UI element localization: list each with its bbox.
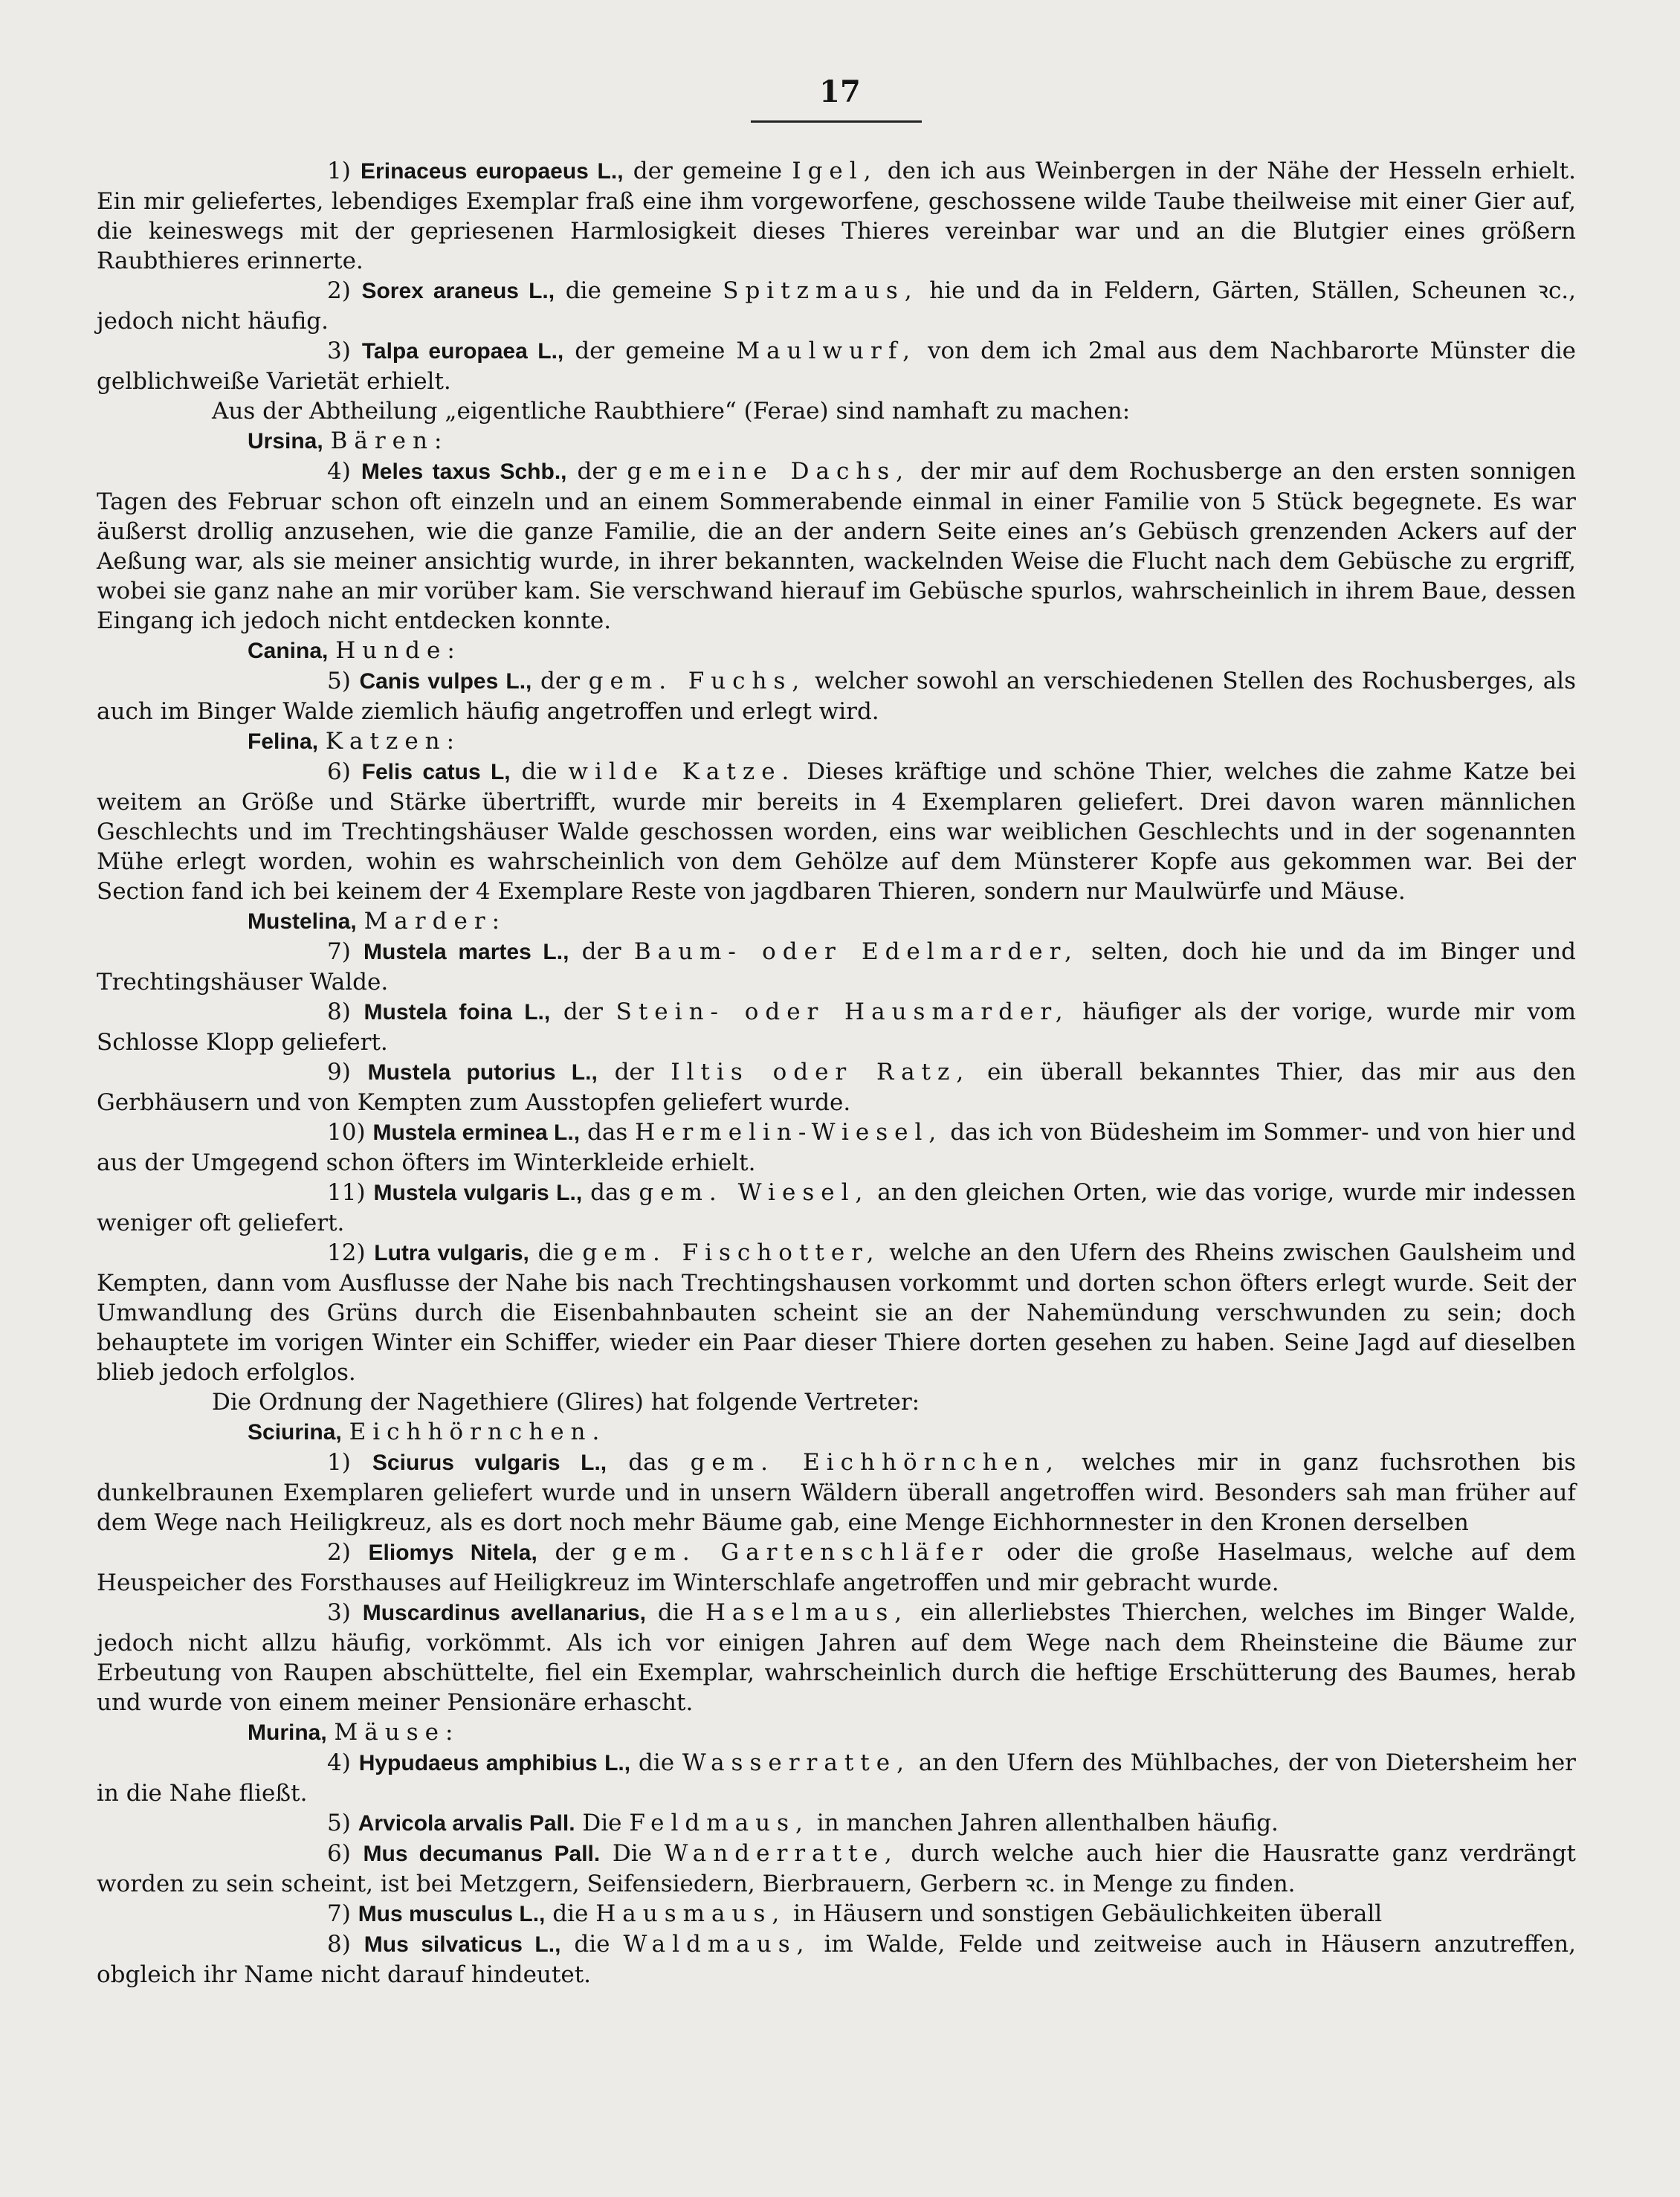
entry-text: die	[645, 1599, 705, 1626]
common-name: Baum- oder Edelmarder,	[633, 938, 1079, 965]
entry-number: 9)	[327, 1059, 351, 1085]
entry-text: das	[582, 1179, 639, 1206]
scientific-name: Talpa europaea L.,	[361, 339, 564, 364]
entry-text: der mir auf dem Rochusberge an den ersten sonnigen Tagen des Februar schon oft einzeln und an einem Sommerabende einmal in einer Familie von 5 Stück begegnete. Es war äußerst drollig anzusehen, wie die ganze Familie, die an der andern Seite eines an’s Gebüsch grenzenden Ackers auf der Aeßung war, als sie meiner ansichtig wurde, in ihrer bekannten, wackelnden Weise die Flucht nach dem Gebüsche zu ergriff, wobei sie ganz nahe an mir vorüber kam. Sie verschwand hierauf im Gebüsche spurlos, wahrscheinlich in ihrem Baue, dessen Eingang ich jedoch nicht entdecken konnte.	[97, 458, 1577, 634]
group-name: Murina,	[248, 1720, 327, 1745]
entry-text: das ich von Büdesheim im Sommer- und von hier und aus der Umgegend schon öfters im Winterkleide erhielt.	[97, 1119, 1576, 1176]
entry-text: der	[537, 1539, 613, 1566]
species-entry	[97, 1899, 1576, 1929]
group-common-name: Marder:	[364, 908, 507, 935]
species-entry	[97, 1598, 1576, 1717]
group-common-name: Bären:	[330, 428, 449, 454]
species-entry	[97, 757, 1576, 906]
common-name: Stein- oder Hausmarder,	[616, 999, 1070, 1025]
common-name: Igel,	[792, 158, 878, 184]
entry-text: der	[566, 458, 627, 485]
species-entry	[97, 1839, 1576, 1899]
common-name: Feldmaus,	[629, 1810, 810, 1836]
entry-number: 10)	[327, 1119, 366, 1146]
scientific-name: Meles taxus Schb.,	[361, 459, 567, 484]
header-rule	[751, 120, 922, 123]
entry-number: 11)	[327, 1179, 366, 1206]
entry-text: ein überall bekanntes Thier, das mir aus den Gerbhäusern und von Kempten zum Ausstopfen geliefert wurde.	[97, 1059, 1577, 1116]
entry-text: im Walde, Felde und zeitweise auch in Häusern anzutreffen, obgleich ihr Name nicht darauf hindeutet.	[97, 1931, 1576, 1988]
species-entry	[97, 1929, 1576, 1990]
species-entry	[97, 1748, 1576, 1808]
entry-text: welche an den Ufern des Rheins zwischen Gaulsheim und Kempten, dann vom Ausflusse der Nahe bis nach Trechtingshausen vorkommt und dorten schon öfters erlegt wurde. Seit der Umwandlung des Grüns durch die Eisenbahnbauten scheint sie an der Nahemündung verschwunden zu sein; doch behauptete im vorigen Winter ein Schiffer, wieder ein Paar dieser Thiere dorten gesehen zu haben. Seine Jagd auf dieselben blieb jedoch erfolglos.	[97, 1239, 1577, 1386]
species-entry	[97, 1538, 1576, 1598]
entry-text: Dieses kräftige und schöne Thier, welches die zahme Katze bei weitem an Größe und Stärke übertrifft, wurde mir bereits in 4 Exemplaren geliefert. Drei davon waren männlichen Geschlechts und im Trechtingshäuser Walde geschossen worden, eins war weiblichen Geschlechts und in der sogenannten Mühe erlegt worden, wohin es wahrscheinlich von dem Gehölze auf dem Münsterer Kopfe aus gekommen war. Bei der Section fand ich bei keinem der 4 Exemplare Reste von jagdbaren Thieren, sondern nur Maulwürfe und Mäuse.	[97, 758, 1577, 905]
common-name: Waldmaus,	[623, 1931, 811, 1958]
scientific-name: Eliomys Nitela,	[368, 1541, 537, 1565]
common-name: Iltis oder Ratz,	[671, 1059, 971, 1085]
scientific-name: Erinaceus europaeus L.,	[361, 159, 624, 184]
species-entry	[97, 666, 1576, 726]
common-name: Wasserratte,	[682, 1749, 911, 1776]
entry-text: der	[550, 999, 616, 1025]
common-name: Spitzmaus,	[723, 277, 919, 304]
group-name: Ursina,	[248, 429, 323, 454]
group-heading	[97, 1717, 1576, 1748]
group-common-name: Eichhörnchen.	[349, 1419, 607, 1445]
scientific-name: Mustela erminea L.,	[372, 1120, 581, 1145]
paragraph-text: Aus der Abtheilung „eigentliche Raubthiere“ (Ferae) sind namhaft zu machen:	[212, 398, 1131, 425]
scientific-name: Arvicola arvalis Pall.	[358, 1811, 575, 1836]
scientific-name: Sorex araneus L.,	[361, 279, 555, 303]
entry-text: an den Ufern des Mühlbaches, der von Dietersheim her in die Nahe fließt.	[97, 1749, 1577, 1807]
entry-number: 12)	[327, 1239, 366, 1266]
entry-text: der	[532, 668, 589, 694]
common-name: Hermelin-Wiesel,	[635, 1119, 943, 1146]
entry-text: der gemeine	[563, 338, 737, 364]
entry-number: 6)	[327, 758, 351, 785]
section-intro	[97, 396, 1576, 426]
group-heading	[97, 636, 1576, 666]
group-heading	[97, 426, 1576, 457]
scientific-name: Mus decumanus Pall.	[363, 1842, 601, 1866]
entry-text: hie und da in Feldern, Gärten, Ställen, Scheunen ꝛc., jedoch nicht häufig.	[97, 277, 1577, 335]
group-heading	[97, 1417, 1576, 1448]
group-common-name: Mäuse:	[334, 1719, 460, 1746]
common-name: gem. Wiesel,	[639, 1179, 870, 1206]
entry-number: 1)	[327, 1449, 351, 1476]
entry-text: welcher sowohl an verschiedenen Stellen des Rochusberges, als auch im Binger Walde ziemlich häufig angetroffen und erlegt wird.	[97, 668, 1576, 725]
entry-text: selten, doch hie und da im Binger und Trechtingshäuser Walde.	[97, 938, 1577, 996]
scientific-name: Mustela foina L.,	[364, 1000, 551, 1025]
group-name: Sciurina,	[248, 1420, 342, 1445]
scientific-name: Canis vulpes L.,	[359, 669, 532, 694]
group-common-name: Hunde:	[335, 637, 462, 664]
scientific-name: Mustela vulgaris L.,	[373, 1181, 583, 1205]
common-name: gem. Fuchs,	[588, 668, 807, 694]
group-heading	[97, 726, 1576, 757]
group-name: Canina,	[248, 639, 329, 663]
species-entry	[97, 997, 1576, 1057]
entry-number: 4)	[327, 458, 351, 485]
entry-text: das	[580, 1119, 636, 1146]
entry-text: in Häusern und sonstigen Gebäulichkeiten überall	[786, 1900, 1383, 1927]
species-entry	[97, 156, 1576, 276]
group-common-name: Katzen:	[325, 728, 462, 755]
scientific-name: Mustela martes L.,	[364, 940, 569, 964]
entry-text: die	[630, 1749, 682, 1776]
entry-text: der	[597, 1059, 671, 1085]
species-entry	[97, 1178, 1576, 1238]
common-name: gem. Eichhörnchen,	[690, 1449, 1060, 1476]
scientific-name: Mus musculus L.,	[358, 1902, 546, 1926]
entry-text: der	[569, 938, 634, 965]
entry-number: 7)	[327, 938, 351, 965]
scientific-name: Mustela putorius L.,	[367, 1060, 598, 1085]
species-entry	[97, 1808, 1576, 1839]
entry-number: 4)	[327, 1749, 351, 1776]
entry-number: 5)	[327, 668, 351, 694]
section-intro	[97, 1387, 1576, 1417]
scientific-name: Hypudaeus amphibius L.,	[358, 1751, 631, 1775]
entry-number: 3)	[327, 1599, 351, 1626]
entry-number: 8)	[327, 1931, 351, 1958]
species-entry	[97, 1238, 1576, 1387]
entry-text: Die	[575, 1810, 630, 1836]
species-entry	[97, 457, 1576, 636]
paragraph-text: Die Ordnung der Nagethiere (Glires) hat folgende Vertreter:	[212, 1389, 920, 1416]
scientific-name: Muscardinus avellanarius,	[362, 1601, 646, 1625]
entry-text: die	[545, 1900, 596, 1927]
common-name: gem. Fischotter,	[582, 1239, 881, 1266]
scientific-name: Sciurus vulgaris L.,	[372, 1451, 607, 1475]
entry-text: oder die große Haselmaus, welche auf dem Heuspeicher des Forsthauses auf Heiligkreuz im Winterschlafe angetroffen und mir gebracht wurde.	[97, 1539, 1576, 1596]
body-text	[97, 156, 1576, 1990]
species-entry	[97, 336, 1576, 396]
page-number: 17	[819, 74, 861, 109]
entry-text: die	[529, 1239, 583, 1266]
entry-number: 7)	[327, 1900, 351, 1927]
entry-text: durch welche auch hier die Hausratte ganz verdrängt worden zu sein scheint, ist bei Metzgern, Seifensiedern, Bierbrauern, Gerbern ꝛc. in Menge zu finden.	[97, 1840, 1576, 1897]
group-name: Felina,	[248, 729, 319, 754]
entry-number: 8)	[327, 999, 351, 1025]
entry-number: 6)	[327, 1840, 351, 1867]
common-name: Haselmaus,	[705, 1599, 909, 1626]
entry-text: der gemeine	[623, 158, 792, 184]
common-name: wilde Katze.	[568, 758, 796, 785]
scientific-name: Lutra vulgaris,	[374, 1241, 529, 1265]
common-name: Wanderratte,	[664, 1840, 899, 1867]
entry-text: an den gleichen Orten, wie das vorige, wurde mir indessen weniger oft geliefert.	[97, 1179, 1576, 1236]
entry-text: von dem ich 2mal aus dem Nachbarorte Münster die gelblichweiße Varietät erhielt.	[97, 338, 1576, 395]
scientific-name: Mus silvaticus L.,	[364, 1932, 561, 1957]
entry-text: das	[607, 1449, 691, 1476]
common-name: gem. Gartenschläfer	[612, 1539, 989, 1566]
entry-text: die gemeine	[555, 277, 723, 304]
species-entry	[97, 1117, 1576, 1178]
species-entry	[97, 1448, 1576, 1538]
entry-text: Die	[600, 1840, 665, 1867]
species-entry	[97, 276, 1576, 336]
entry-number: 3)	[327, 338, 351, 364]
entry-text: die	[510, 758, 569, 785]
common-name: Hausmaus,	[595, 1900, 786, 1927]
entry-text: die	[560, 1931, 624, 1958]
common-name: gemeine Dachs,	[627, 458, 911, 485]
entry-text: häufiger als der vorige, wurde mir vom Schlosse Klopp geliefert.	[97, 999, 1576, 1056]
entry-number: 1)	[327, 158, 351, 184]
entry-number: 5)	[327, 1810, 351, 1836]
common-name: Maulwurf,	[736, 338, 917, 364]
species-entry	[97, 1057, 1576, 1117]
entry-number: 2)	[327, 1539, 351, 1566]
group-name: Mustelina,	[248, 909, 357, 934]
entry-text: den ich aus Weinbergen in der Nähe der Hesseln erhielt. Ein mir geliefertes, lebendiges Exemplar fraß eine ihm vorgeworfene, geschossene wilde Taube theilweise mit einer Gier auf, die keineswegs mit der gepriesenen Harmlosigkeit dieses Thieres vereinbar war und an die Blutgier eines größern Raubthieres erinnerte.	[97, 158, 1576, 274]
entry-text: welches mir in ganz fuchsrothen bis dunkelbraunen Exemplaren geliefert wurde und in unsern Wäldern überall angetroffen wird. Besonders sah man früher auf dem Wege nach Heiligkreuz, als es dort noch mehr Bäume gab, eine Menge Eichhornnester in den Kronen derselben	[97, 1449, 1576, 1536]
group-heading	[97, 906, 1576, 937]
entry-text: ein allerliebstes Thierchen, welches im Binger Walde, jedoch nicht allzu häufig, vorkömmt. Als ich vor einigen Jahren auf dem Wege nach dem Rheinsteine die Bäume zur Erbeutung von Raupen abschüttelte, fiel ein Exemplar, wahrscheinlich durch die heftige Erschütterung des Baumes, herab und wurde von einem meiner Pensionäre erhascht.	[97, 1599, 1577, 1716]
species-entry	[97, 937, 1576, 997]
entry-text: in manchen Jahren allenthalben häufig.	[809, 1810, 1279, 1836]
scientific-name: Felis catus L,	[361, 760, 511, 784]
entry-number: 2)	[327, 277, 351, 304]
